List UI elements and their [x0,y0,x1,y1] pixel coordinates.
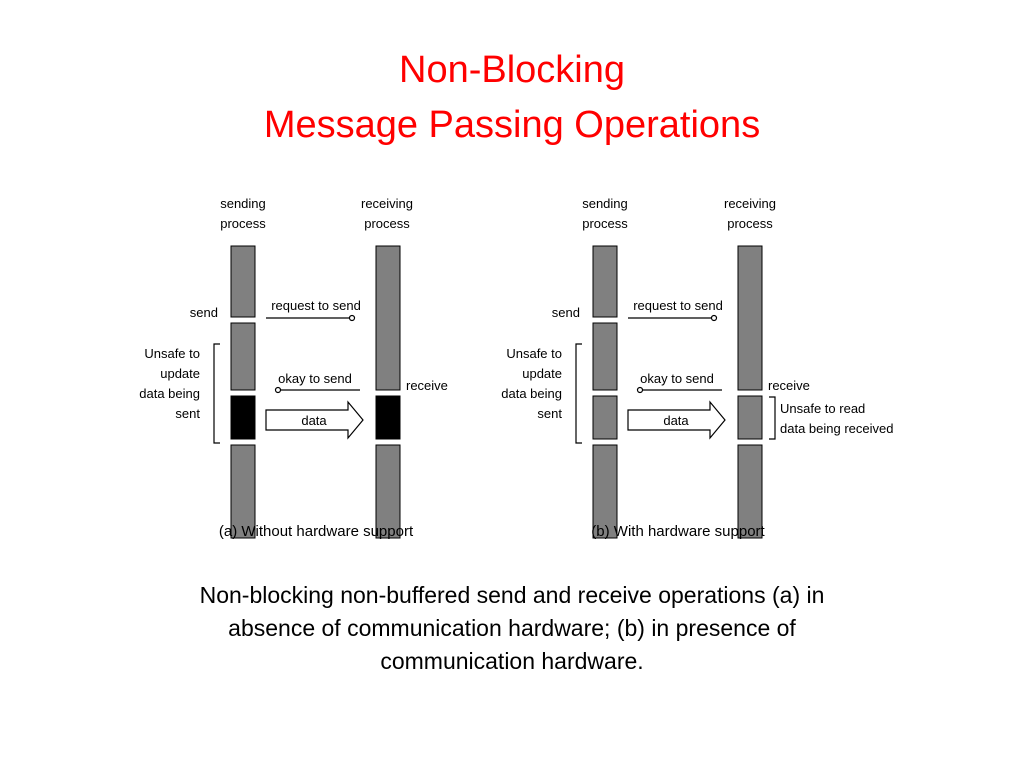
caption-line-1: Non-blocking non-buffered send and receive operations (a) in [199,582,825,608]
a-receiver-data-block [376,396,400,439]
a-unsafe-line-4: sent [175,406,200,421]
b-sender-bar-2 [593,323,617,390]
b-unsafe-read-line-2: data being received [780,421,894,436]
b-receiver-data-block [738,396,762,439]
a-unsafe-line-2: update [160,366,200,381]
b-send-label: send [551,305,580,320]
title-line-1: Non-Blocking [399,49,625,91]
b-unsafe-read-bracket [769,397,775,439]
b-unsafe-read-line-1: Unsafe to read [780,401,866,416]
a-receiver-label-1: receiving [360,196,414,211]
a-okay-label: okay to send [278,371,352,386]
a-unsafe-line-3: data being [139,386,200,401]
b-data-label: data [663,413,689,428]
a-sender-bar-2 [231,323,255,390]
b-receiver-label-2: process [727,216,773,231]
b-unsafe-line-3: data being [501,386,562,401]
b-sender-data-block [593,396,617,439]
b-sender-label-2: process [582,216,628,231]
a-sender-data-block [231,396,255,439]
a-send-label: send [189,305,218,320]
a-unsafe-bracket [214,344,220,443]
a-sender-bar-1 [231,246,255,317]
b-unsafe-bracket [576,344,582,443]
a-receiver-label-2: process [364,216,410,231]
diagram-a [139,196,448,540]
b-receive-label: receive [768,378,810,393]
a-sender-label-2: process [220,216,266,231]
b-unsafe-line-1: Unsafe to [506,346,562,361]
a-data-label: data [301,413,327,428]
b-okay-label: okay to send [640,371,714,386]
caption-line-3: communication hardware. [380,648,644,674]
b-receiver-bar-1 [738,246,762,390]
a-receive-label: receive [406,378,448,393]
b-sender-bar-1 [593,246,617,317]
b-sender-label-1: sending [582,196,628,211]
b-caption: (b) With hardware support [591,523,765,540]
a-receiver-bar-1 [376,246,400,390]
title-line-2: Message Passing Operations [263,104,761,146]
diagram-b [501,196,893,540]
caption-line-2: absence of communication hardware; (b) in presence of [228,615,796,641]
a-caption: (a) Without hardware support [218,523,414,540]
a-unsafe-line-1: Unsafe to [144,346,200,361]
a-request-label: request to send [271,298,361,313]
a-sender-label-1: sending [220,196,266,211]
b-unsafe-line-2: update [522,366,562,381]
b-receiver-label-1: receiving [723,196,777,211]
b-request-label: request to send [633,298,723,313]
b-unsafe-line-4: sent [537,406,562,421]
